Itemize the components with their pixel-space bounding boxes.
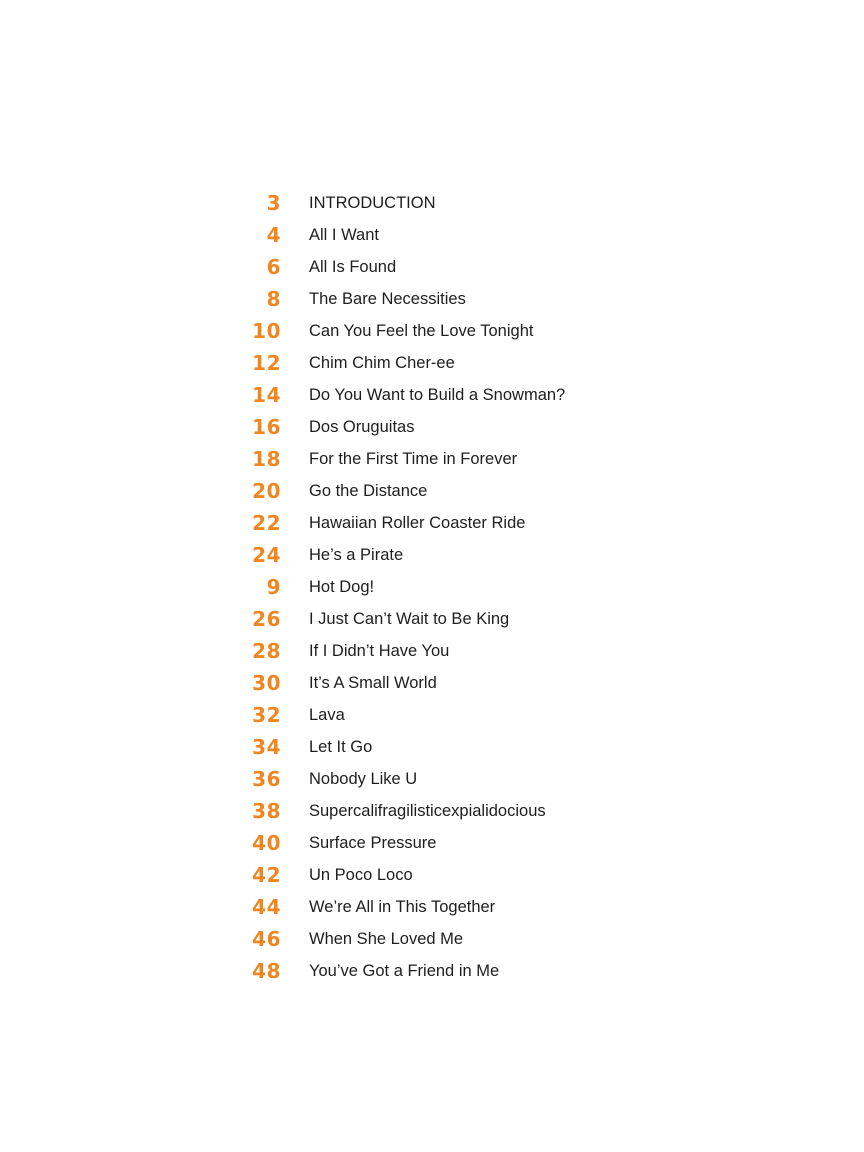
toc-page-number: 22 [252,511,281,535]
toc-page-number: 6 [266,255,281,279]
toc-page-number: 14 [252,383,281,407]
toc-page-number: 26 [252,607,281,631]
toc-entry[interactable] [0,827,864,859]
toc-entry[interactable] [0,891,864,923]
toc-page-number: 30 [252,671,281,695]
toc-title: Do You Want to Build a Snowman? [309,386,566,404]
toc-title: When She Loved Me [309,930,464,948]
toc-title: Can You Feel the Love Tonight [309,322,534,340]
toc-entry[interactable] [0,571,864,603]
toc-title: All Is Found [309,258,397,276]
toc-title: The Bare Necessities [309,290,466,308]
toc-entry[interactable] [0,187,864,219]
toc-page-number: 18 [252,447,281,471]
toc-page-number: 34 [252,735,281,759]
toc-title: I Just Can’t Wait to Be King [309,610,510,628]
toc-entry[interactable] [0,219,864,251]
toc-page-number: 16 [252,415,281,439]
toc-page-number: 9 [266,575,281,599]
toc-page-number: 32 [252,703,281,727]
toc-title: Nobody Like U [309,770,418,788]
toc-page-number: 40 [252,831,281,855]
toc-entry[interactable] [0,315,864,347]
toc-title: Chim Chim Cher-ee [309,354,455,372]
toc-title: If I Didn’t Have You [309,642,450,660]
toc-entry[interactable] [0,795,864,827]
toc-entry[interactable] [0,251,864,283]
toc-page-number: 3 [266,191,281,215]
toc-page-number: 44 [252,895,281,919]
toc-page-number: 12 [252,351,281,375]
toc-page-number: 8 [266,287,281,311]
toc-title: We’re All in This Together [309,898,496,916]
toc-entry[interactable] [0,539,864,571]
toc-title: Hawaiian Roller Coaster Ride [309,514,526,532]
toc-entry[interactable] [0,283,864,315]
toc-title: Let It Go [309,738,373,756]
toc-title: You’ve Got a Friend in Me [309,962,500,980]
toc-entry[interactable] [0,507,864,539]
toc-entry[interactable] [0,667,864,699]
toc-page-number: 10 [252,319,281,343]
toc-entry[interactable] [0,379,864,411]
toc-entry[interactable] [0,955,864,987]
toc-title: Lava [309,706,345,724]
toc-entry[interactable] [0,347,864,379]
toc-page-number: 48 [252,959,281,983]
toc-page-number: 36 [252,767,281,791]
toc-entry[interactable] [0,859,864,891]
toc-page-number: 38 [252,799,281,823]
toc-title: INTRODUCTION [309,194,436,212]
toc-title: Un Poco Loco [309,866,413,884]
toc-page-number: 28 [252,639,281,663]
toc-page-number: 4 [266,223,281,247]
table-of-contents [0,187,864,987]
toc-entry[interactable] [0,475,864,507]
toc-page-number: 42 [252,863,281,887]
toc-entry[interactable] [0,603,864,635]
toc-title: Go the Distance [309,482,428,500]
toc-entry[interactable] [0,763,864,795]
toc-page-number: 46 [252,927,281,951]
toc-page-number: 24 [252,543,281,567]
toc-entry[interactable] [0,443,864,475]
toc-title: It’s A Small World [309,674,437,692]
toc-entry[interactable] [0,699,864,731]
toc-entry[interactable] [0,923,864,955]
toc-entry[interactable] [0,635,864,667]
toc-title: Hot Dog! [309,578,375,596]
toc-entry[interactable] [0,731,864,763]
toc-title: Dos Oruguitas [309,418,415,436]
toc-title: All I Want [309,226,379,244]
toc-title: Supercalifragilisticexpialidocious [309,802,546,820]
toc-entry[interactable] [0,411,864,443]
toc-title: Surface Pressure [309,834,437,852]
toc-title: For the First Time in Forever [309,450,518,468]
toc-title: He’s a Pirate [309,546,404,564]
toc-page-number: 20 [252,479,281,503]
